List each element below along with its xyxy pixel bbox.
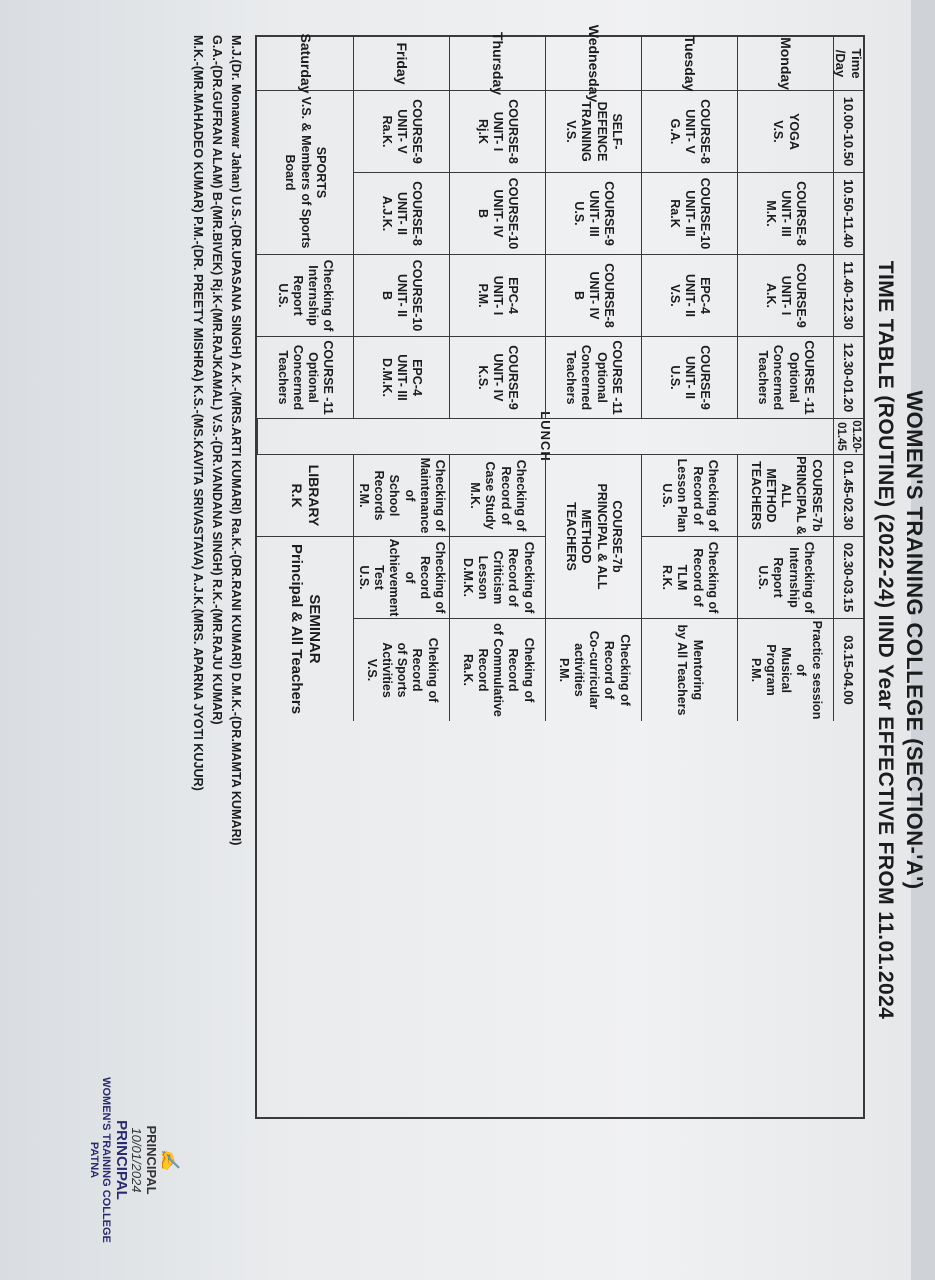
cell-line: Rj.K [475, 119, 490, 144]
cell-line: Checking of [514, 459, 528, 532]
cell-line: COURSE-8 [794, 181, 809, 246]
cell-line: UNIT- II [683, 273, 698, 318]
slot-header: 11.40-12.30 [833, 255, 863, 337]
timetable-cell [449, 619, 545, 721]
timetable-cell [641, 619, 737, 721]
cell-line: Musical Program [763, 644, 794, 696]
cell-line: V.S. & Members of Sports [298, 96, 313, 249]
cell-line: Checking of [706, 541, 720, 614]
cell-line: EPC-4 [698, 277, 713, 314]
legend-line: G.A.-(DR.GUFRAN ALAM) B-(MR.BIVEK) Rj.K-(MR.RAJKAMAL) V.S.-(DR.VANDANA SINGH) R.K.-(MR.RAJU KUMAR) [210, 35, 224, 725]
cell-line: YOGA [786, 113, 801, 150]
cell-line: COURSE-9 [602, 181, 617, 246]
cell-line: Record of [506, 548, 521, 607]
timetable-cell [641, 91, 737, 173]
day-saturday: Saturday [257, 37, 353, 91]
cell-line: COURSE-8 [698, 99, 713, 164]
cell-line: UNIT- III [683, 190, 698, 237]
timetable-cell [737, 173, 833, 255]
cell-line: D.M.K. [460, 558, 475, 597]
cell-line: UNIT- III [395, 354, 410, 401]
cell-line: TEACHERS [564, 502, 579, 571]
timetable-cell [257, 255, 353, 337]
cell-line: Mentoring [690, 639, 705, 701]
lunch-column: LUNCH [257, 419, 833, 455]
cell-line: COURSE-8 [602, 263, 617, 328]
timetable-cell [353, 173, 449, 255]
cell-line: Practice session of [794, 620, 824, 720]
cell-line: Checking of Record [418, 541, 448, 614]
timetable-cell [449, 255, 545, 337]
cell-line: Test [372, 565, 387, 590]
cell-line: Report [291, 275, 305, 316]
timetable-cell [737, 537, 833, 619]
cell-line: of Commulative [491, 623, 506, 717]
cell-line: School Records [372, 470, 402, 521]
cell-line: G.A. [667, 118, 682, 145]
cell-line: COURSE-9 [698, 345, 713, 410]
cell-line: Ra.K [667, 199, 682, 228]
timetable-cell [737, 337, 833, 419]
timetable-cell [737, 619, 833, 721]
teacher-legend [188, 35, 245, 845]
cell-line: COURSE-9 [410, 99, 425, 164]
cell-line: U.S. [667, 365, 682, 390]
cell-line: SPORTS [313, 146, 328, 199]
cell-line: METHOD [763, 468, 778, 523]
legend-line: M.K.-(MR.MAHADEO KUMAR) P.M.-(DR. PREETY MISHRA) K.S.-(MS.KAVITA SRIVASTAVA) A.J.K.(MRS. APARNA JYOTI KUJUR) [191, 35, 205, 791]
timetable-cell [641, 173, 737, 255]
timetable-cell [641, 455, 737, 537]
cell-line: P.M. [748, 657, 763, 683]
timetable-cell [257, 337, 353, 419]
slot-header: 01.45-02.30 [833, 455, 863, 537]
cell-line: Maintenance of [402, 457, 432, 534]
timetable-cell [353, 337, 449, 419]
timetable-cell [353, 91, 449, 173]
cell-line: UNIT- IV [491, 353, 506, 402]
cell-line: Board [283, 154, 298, 191]
cell-line: UNIT- IV [491, 189, 506, 238]
timetable-grid [255, 24, 865, 1119]
cell-line: COURSE-7b [809, 459, 824, 532]
timetable-cell [449, 91, 545, 173]
legend-line: M.J.(Dr. Monawwar Jahan) U.S.-(DR.UPASANA SINGH) A.K.-(MRS.ARTI KUMARI) Ra.K.-(DR.RANI KUMARI) D.M.K.-(DR.MAMTA KUMARI) [229, 35, 243, 846]
cell-line: Optional [786, 352, 801, 403]
cell-line: COURSE-7b [610, 500, 624, 573]
slot-header: 03.15-04.00 [833, 619, 863, 721]
cell-line: Record of [498, 466, 513, 525]
cell-line: A.J.K. [379, 195, 394, 232]
cell-line: Teachers [275, 350, 290, 405]
cell-line: Lesson Plan [675, 458, 690, 533]
cell-line: A.K. [763, 283, 778, 308]
cell-line: Report [771, 557, 786, 598]
cell-line: Cheking of Record [506, 637, 536, 703]
cell-line: Concerned [771, 344, 786, 411]
cell-line: COURSE-8 [506, 99, 521, 164]
cell-line: D.M.K. [379, 358, 394, 397]
timetable-cell [353, 537, 449, 619]
cell-line: Checking of [321, 259, 336, 332]
cell-line: UNIT- I [491, 275, 506, 316]
timetable-cell [641, 537, 737, 619]
cell-line: COURSE -11 [802, 340, 816, 415]
timetable-cell [353, 255, 449, 337]
cell-line: UNIT- I [779, 275, 794, 316]
signature-label: PRINCIPAL [144, 1125, 159, 1195]
slot-header: 10.00-10.50 [833, 91, 863, 173]
timetable-cell [449, 455, 545, 537]
cell-line: COURSE-9 [794, 263, 809, 328]
cell-line: Record of [690, 466, 705, 525]
cell-line: Record [475, 648, 490, 692]
cell-line: V.S. [364, 658, 379, 682]
timetable-cell [737, 455, 833, 537]
cell-line: V.S. [667, 284, 682, 307]
cell-line: V.S. [564, 120, 579, 143]
cell-line: of Sports Activities [379, 642, 410, 698]
cell-line: U.S. [756, 565, 771, 590]
cell-line: R.K. [660, 565, 675, 590]
cell-line: Teachers [564, 350, 579, 405]
cell-line: Checking of [706, 459, 720, 532]
cell-line: Checking of [802, 541, 816, 614]
cell-line: COURSE-9 [506, 345, 521, 410]
timetable-cell [257, 537, 353, 721]
timetable-cell [449, 173, 545, 255]
cell-line: P.M. [357, 483, 371, 508]
timetable-cell [545, 173, 641, 255]
cell-line: Cheking of Record [410, 637, 440, 703]
day-friday: Friday [353, 37, 449, 91]
principal-stamp: PRINCIPAL WOMEN'S TRAINING COLLEGE PATNA [88, 1077, 130, 1243]
cell-line: Optional [594, 352, 609, 403]
cell-line: COURSE -11 [610, 340, 624, 415]
cell-line: P.M. [556, 657, 571, 683]
signature-date: 10/01/2024 [129, 1127, 144, 1193]
cell-line: EPC-4 [506, 277, 521, 314]
cell-line: UNIT- III [779, 190, 794, 237]
cell-line: B [571, 290, 586, 301]
cell-line: Internship [786, 547, 801, 608]
cell-line: COURSE-10 [506, 177, 521, 250]
cell-line: of Achievement [387, 538, 417, 617]
timetable-cell [449, 537, 545, 619]
cell-line: UNIT- II [395, 191, 410, 236]
cell-line: COURSE-8 [410, 181, 425, 246]
timetable-cell [257, 455, 353, 537]
rotated-timetable [0, 25, 935, 1255]
cell-line: UNIT- V [395, 109, 410, 154]
cell-line: COURSE-10 [698, 177, 713, 250]
cell-line: Ra.K. [460, 654, 475, 686]
cell-line: Optional [306, 352, 321, 403]
slot-header: 12.30-01.20 [833, 337, 863, 419]
timetable-cell [449, 337, 545, 419]
cell-line: Co-curricular [587, 630, 602, 710]
timetable-cell [737, 91, 833, 173]
signature-scribble: ✍ [159, 1148, 180, 1172]
slot-header: 10.50-11.40 [833, 173, 863, 255]
day-tuesday: Tuesday [641, 37, 737, 91]
timetable-cell [737, 255, 833, 337]
day-monday: Monday [737, 37, 833, 91]
cell-line: SELF-DEFENCE [594, 101, 624, 162]
cell-line: U.S. [571, 201, 586, 226]
cell-line: Concerned [579, 344, 594, 411]
cell-line: Checking of [521, 541, 536, 614]
cell-line: K.S. [475, 365, 490, 390]
cell-line: Criticism Lesson [475, 550, 506, 605]
cell-line: M.K. [468, 482, 483, 509]
cell-line: PRINCIPAL & ALL METHOD [579, 483, 609, 590]
cell-line: V.S. [771, 120, 786, 143]
cell-line: UNIT- I [491, 111, 506, 152]
cell-line: Teachers [756, 350, 771, 405]
cell-line: UNIT- IV [587, 271, 602, 320]
corner-cell: Time /Day [833, 37, 863, 91]
slot-header: 02.30-03.15 [833, 537, 863, 619]
timetable-subtitle: TIME TABLE (ROUTINE) (2022-24) IIND Year EFFECTIVE FROM 11.01.2024 [874, 260, 897, 1020]
timetable-cell [545, 455, 641, 619]
day-thursday: Thursday [449, 37, 545, 91]
cell-line: U.S. [357, 565, 371, 590]
cell-line: COURSE-10 [410, 259, 425, 332]
cell-line: Checking of [433, 459, 448, 532]
cell-line: UNIT- III [587, 190, 602, 237]
cell-line: UNIT- II [395, 273, 410, 318]
timetable-cell [545, 91, 641, 173]
timetable-cell [641, 255, 737, 337]
cell-line: Concerned [291, 344, 305, 411]
timetable-cell [353, 455, 449, 537]
cell-line: R.K [289, 483, 305, 508]
cell-line: Ra.K. [379, 115, 394, 148]
day-wednesday: Wednesday [545, 37, 641, 91]
cell-line: TEACHERS [748, 461, 763, 530]
cell-line: P.M. [475, 283, 490, 308]
cell-line: PRINCIPAL & ALL [779, 456, 809, 535]
cell-line: EPC-4 [410, 359, 425, 396]
cell-line: Case Study [483, 461, 498, 530]
cell-line: U.S. [275, 283, 290, 308]
cell-line: B [475, 208, 490, 219]
timetable-cell [257, 91, 353, 255]
cell-line: M.K. [763, 200, 778, 227]
cell-line: activities [571, 643, 586, 697]
slot-header: 01.20-01.45 [833, 419, 863, 455]
cell-line: Internship [306, 265, 321, 326]
cell-line: SEMINAR [306, 594, 324, 664]
timetable-cell [641, 337, 737, 419]
principal-signature-block [88, 1075, 180, 1245]
cell-line: Record of TLM [675, 548, 705, 607]
cell-line: by All Teachers [675, 624, 690, 716]
cell-line: TRAINING [579, 101, 594, 162]
timetable-cell [353, 619, 449, 721]
cell-line: Principal & All Teachers [288, 543, 305, 715]
timetable-cell [545, 619, 641, 721]
cell-line: Checking of Record of [602, 634, 632, 706]
cell-line: B [379, 290, 394, 301]
cell-line: COURSE -11 [321, 340, 336, 415]
timetable-cell [545, 337, 641, 419]
cell-line: LIBRARY [306, 464, 323, 527]
cell-line: UNIT- II [683, 355, 698, 400]
cell-line: UNIT- V [683, 109, 698, 154]
college-title: WOMEN'S TRAINING COLLEGE (SECTION-'A') [902, 390, 927, 890]
timetable-cell [545, 255, 641, 337]
cell-line: U.S. [660, 483, 675, 508]
